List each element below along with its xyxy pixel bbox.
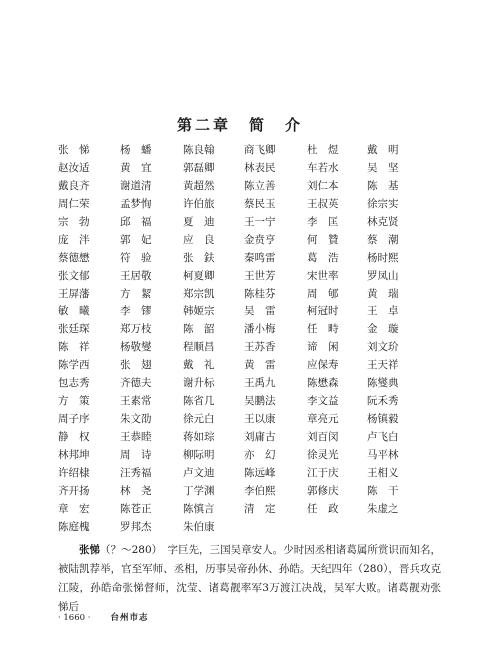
name-entry: 杜 煜 <box>307 144 339 156</box>
name-entry: 谢升标 <box>183 377 215 390</box>
name-entry: 郭 妃 <box>120 233 152 246</box>
name-entry: 王一宁 <box>244 215 276 228</box>
name-entry: 应保寿 <box>307 359 339 372</box>
name-entry: 吴鹏法 <box>244 395 276 408</box>
name-entry: 王苏香 <box>244 341 276 354</box>
name-entry: 杨镇毅 <box>367 413 399 426</box>
name-entry: 程顺昌 <box>183 341 215 354</box>
name-entry: 王屏藩 <box>58 287 90 300</box>
name-entry <box>244 519 307 537</box>
name-entry: 章 宏 <box>58 502 90 515</box>
name-entry: 陈懋森 <box>307 377 339 390</box>
name-entry: 林表民 <box>244 161 276 174</box>
name-entry: 王 卓 <box>367 305 399 318</box>
name-entry: 张 鈇 <box>183 251 215 264</box>
name-entry: 王叔英 <box>307 197 339 210</box>
name-entry: 江于庆 <box>307 466 339 479</box>
name-entry: 林 尧 <box>120 484 152 497</box>
name-entry: 陈燮典 <box>367 377 399 390</box>
name-entry: 周 诗 <box>120 448 152 461</box>
name-entry: 朱文劭 <box>120 413 152 426</box>
name-entry: 敏 曦 <box>58 305 90 318</box>
name-entry: 陈良翰 <box>183 144 215 156</box>
name-entry: 何 贊 <box>307 233 339 246</box>
name-entry: 邱 福 <box>120 215 152 228</box>
biography-text: （？～280） 字巨先，三国吴章安人。少时因丞相诸葛属所赏识而知名，被陆凯荐举，官至军师、丞相，历事吴帝孙休、孙皓。天纪四年（280），晋兵攻克江陵，孙皓命张悌督师，沈莹、诸葛靓率军3万渡江决战，吴军大败。诸葛靓劝张悌后 <box>58 544 441 613</box>
name-entry: 刘文玠 <box>367 341 399 354</box>
name-entry: 林邦坤 <box>58 448 90 461</box>
name-entry: 金 璇 <box>367 323 399 336</box>
name-entry: 郭修庆 <box>307 484 339 497</box>
name-entry: 杨敬燮 <box>120 341 152 354</box>
name-entry: 张文郁 <box>58 269 90 282</box>
name-entry: 张 悌 <box>58 144 90 156</box>
name-entry: 王禹九 <box>244 377 276 390</box>
name-entry: 郑宗凯 <box>183 287 215 300</box>
page-number: · 1660 · <box>58 613 91 623</box>
name-entry: 王居敬 <box>120 269 152 282</box>
name-entry: 王世芳 <box>244 269 276 282</box>
name-entry: 孟梦恂 <box>120 197 152 210</box>
name-entry: 李 镠 <box>120 305 152 318</box>
name-entry: 吴 雷 <box>244 305 276 318</box>
name-entry: 黄超然 <box>183 179 215 192</box>
name-entry: 周 郇 <box>307 287 339 300</box>
name-entry: 郑万枝 <box>120 323 152 336</box>
name-entry: 许绍棣 <box>58 466 90 479</box>
name-entry: 陈远峰 <box>244 466 276 479</box>
name-entry: 张廷琛 <box>58 323 90 336</box>
name-entry <box>307 519 367 537</box>
name-entry: 陈立善 <box>244 179 276 192</box>
book-title: 台州市志 <box>110 613 149 623</box>
name-entry: 王天祥 <box>367 359 399 372</box>
name-entry: 丁学渊 <box>183 484 215 497</box>
name-entry: 林克贤 <box>367 215 399 228</box>
name-entry: 马平林 <box>367 448 399 461</box>
name-entry: 谢道清 <box>120 179 152 192</box>
name-entry: 刘庸古 <box>244 431 276 443</box>
name-entry: 陈学西 <box>58 359 90 372</box>
name-entry: 陈省几 <box>183 395 215 408</box>
name-entry: 汪秀福 <box>120 466 152 479</box>
name-entry: 黄 瑞 <box>367 287 399 300</box>
name-entry: 柯冠时 <box>307 305 339 318</box>
name-entry: 王以康 <box>244 413 276 426</box>
name-entry: 蔡 潮 <box>367 233 399 246</box>
biography-entry <box>58 541 441 617</box>
name-entry: 许伯旅 <box>183 197 215 210</box>
name-entry: 陈 干 <box>367 484 399 497</box>
name-entry: 刘仁本 <box>307 179 339 192</box>
name-entry: 陈 韶 <box>183 323 215 336</box>
name-entry: 陈苍正 <box>120 502 152 515</box>
name-entry: 夏 迪 <box>183 215 215 228</box>
name-entry: 郭磊卿 <box>183 161 215 174</box>
name-entry: 王相义 <box>367 466 399 479</box>
name-entry: 赵汝适 <box>58 161 90 174</box>
name-entry: 柳际明 <box>183 448 215 461</box>
name-entry: 方 絜 <box>120 287 152 300</box>
name-entry: 陈桂芬 <box>244 287 276 300</box>
name-entry: 任 政 <box>307 502 339 515</box>
name-entry: 杨 蟠 <box>120 144 152 156</box>
name-entry: 包志秀 <box>58 377 90 390</box>
name-entry: 周子序 <box>58 413 90 426</box>
name-entry: 黄 雷 <box>244 359 276 372</box>
page-footer <box>58 611 148 623</box>
name-entry: 徐元白 <box>183 413 215 426</box>
name-entry: 李 匡 <box>307 215 339 228</box>
name-entry: 戴良齐 <box>58 179 90 192</box>
name-entry: 杨时熙 <box>367 251 399 264</box>
name-entry: 刘百闵 <box>307 431 339 443</box>
name-entry: 徐宗实 <box>367 197 399 210</box>
name-entry: 朱伯康 <box>183 520 215 533</box>
name-entry: 王素常 <box>120 395 152 408</box>
name-entry: 章亮元 <box>307 413 339 426</box>
name-entry: 方 策 <box>58 395 90 408</box>
name-entry: 蔡民玉 <box>244 197 276 210</box>
biography-paragraph <box>58 541 441 617</box>
name-entry: 静 权 <box>58 431 90 443</box>
name-entry: 金贲亨 <box>244 233 276 246</box>
name-entry: 陈庭槐 <box>58 520 90 533</box>
name-entry: 宋世率 <box>307 269 339 282</box>
name-entry: 朱虚之 <box>367 502 399 515</box>
name-entry: 陈慎言 <box>183 502 215 515</box>
name-entry: 徐灵光 <box>307 448 339 461</box>
chapter-title: 第二章 简 介 <box>176 116 303 134</box>
name-entry: 李文益 <box>307 395 339 408</box>
name-entry: 陈 基 <box>367 179 399 192</box>
name-entry: 吴 坚 <box>367 161 399 174</box>
name-entry: 罗凤山 <box>367 269 399 282</box>
name-entry: 戴 礼 <box>183 359 215 372</box>
name-entry: 齐开扬 <box>58 484 90 497</box>
name-entry: 潘小梅 <box>244 323 276 336</box>
name-entry: 任 畤 <box>307 323 339 336</box>
name-entry: 李伯熙 <box>244 484 276 497</box>
name-entry: 谛 闲 <box>307 341 339 354</box>
name-entry: 车若水 <box>307 161 339 174</box>
name-entry: 卢文迪 <box>183 466 215 479</box>
name-entry: 清 定 <box>244 502 276 515</box>
name-list <box>58 142 438 537</box>
name-entry: 葛 浩 <box>307 251 339 264</box>
name-entry: 秦鸣雷 <box>244 251 276 264</box>
name-entry: 庞 泮 <box>58 233 90 246</box>
name-entry: 齐德夫 <box>120 377 152 390</box>
name-entry: 卢飞白 <box>367 431 399 443</box>
name-entry: 韩姬宗 <box>183 305 215 318</box>
name-entry: 周仁荣 <box>58 197 90 210</box>
name-entry: 王恭睦 <box>120 431 152 443</box>
name-entry: 戴 明 <box>367 144 399 156</box>
name-entry: 黄 宜 <box>120 161 152 174</box>
name-entry: 商飞卿 <box>244 144 276 156</box>
name-entry: 阮禾秀 <box>367 395 399 408</box>
name-entry: 亦 幻 <box>244 448 276 461</box>
name-entry: 罗邦杰 <box>120 520 152 533</box>
name-entry <box>367 519 430 537</box>
biography-name: 张悌 <box>79 544 101 556</box>
name-entry: 符 验 <box>120 251 152 264</box>
name-entry: 柯夏卿 <box>183 269 215 282</box>
name-entry: 蔡德懋 <box>58 251 90 264</box>
name-entry: 宗 勃 <box>58 215 90 228</box>
name-entry: 陈 祥 <box>58 341 90 354</box>
name-entry: 应 良 <box>183 233 215 246</box>
name-entry: 蒋如琮 <box>183 431 215 443</box>
name-entry: 张 翅 <box>120 359 152 372</box>
